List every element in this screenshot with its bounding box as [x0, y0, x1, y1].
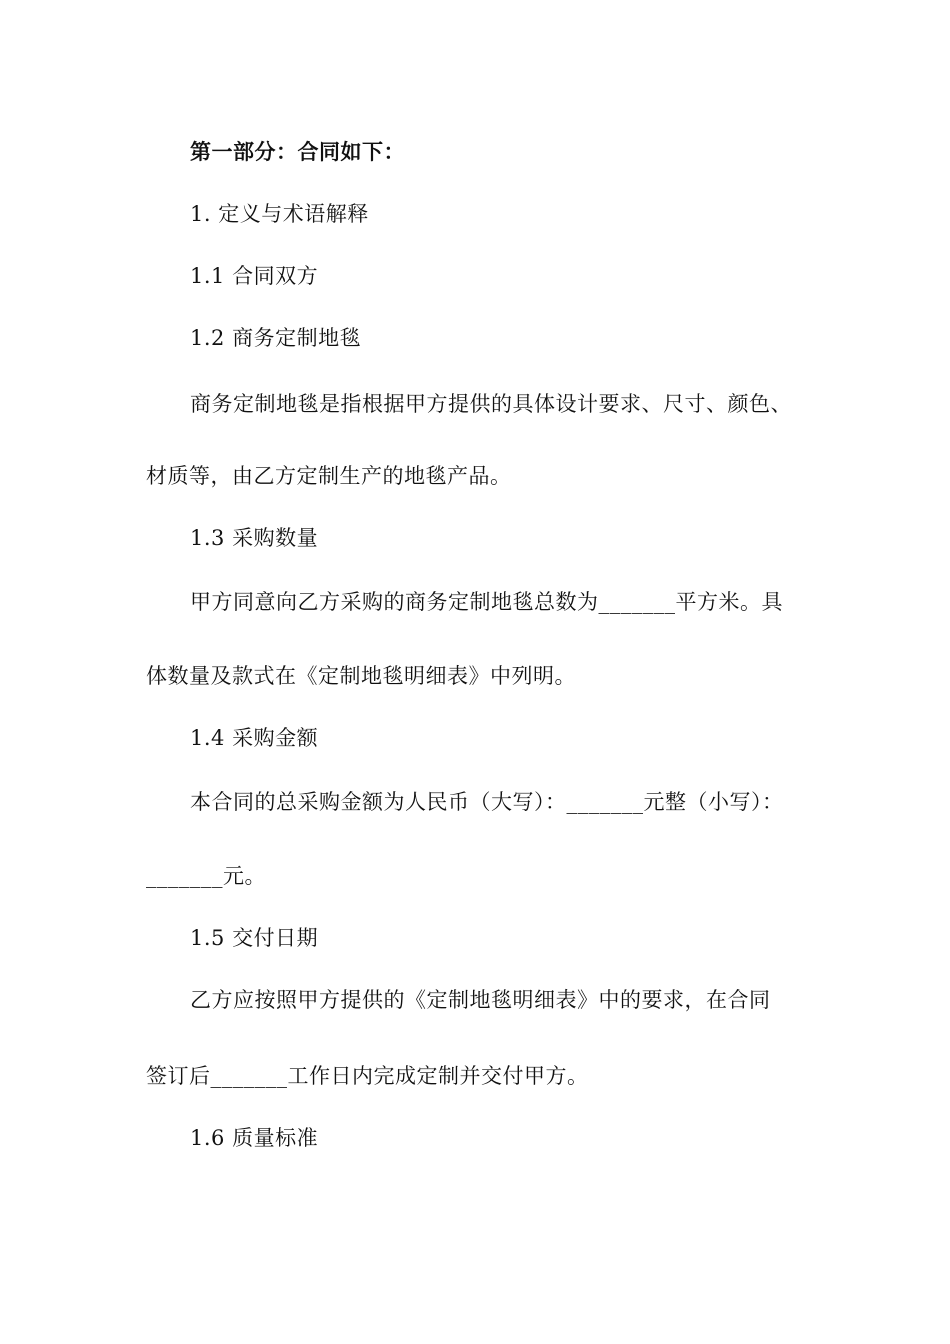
paragraph-1-4-line-2: _______元。 — [146, 864, 266, 888]
section-1-2-heading: 1.2 商务定制地毯 — [190, 326, 362, 350]
paragraph-1-2-line-2: 材质等，由乙方定制生产的地毯产品。 — [146, 464, 512, 488]
paragraph-1-4-line-1: 本合同的总采购金额为人民币（大写）：_______元整（小写）： — [190, 790, 784, 814]
paragraph-1-3-line-1: 甲方同意向乙方采购的商务定制地毯总数为_______平方米。具 — [190, 590, 783, 614]
paragraph-1-2-line-1: 商务定制地毯是指根据甲方提供的具体设计要求、尺寸、颜色、 — [190, 392, 792, 416]
paragraph-1-5-line-1: 乙方应按照甲方提供的《定制地毯明细表》中的要求，在合同 — [190, 988, 771, 1012]
section-1-4-heading: 1.4 采购金额 — [190, 726, 319, 750]
section-1-1-heading: 1.1 合同双方 — [190, 264, 319, 288]
paragraph-1-5-line-2: 签订后_______工作日内完成定制并交付甲方。 — [146, 1064, 589, 1088]
section-1-6-heading: 1.6 质量标准 — [190, 1126, 319, 1150]
section-1-5-heading: 1.5 交付日期 — [190, 926, 319, 950]
section-1-heading: 1. 定义与术语解释 — [190, 202, 369, 226]
paragraph-1-3-line-2: 体数量及款式在《定制地毯明细表》中列明。 — [146, 664, 576, 688]
part-title: 第一部分：合同如下： — [190, 139, 405, 164]
section-1-3-heading: 1.3 采购数量 — [190, 526, 319, 550]
